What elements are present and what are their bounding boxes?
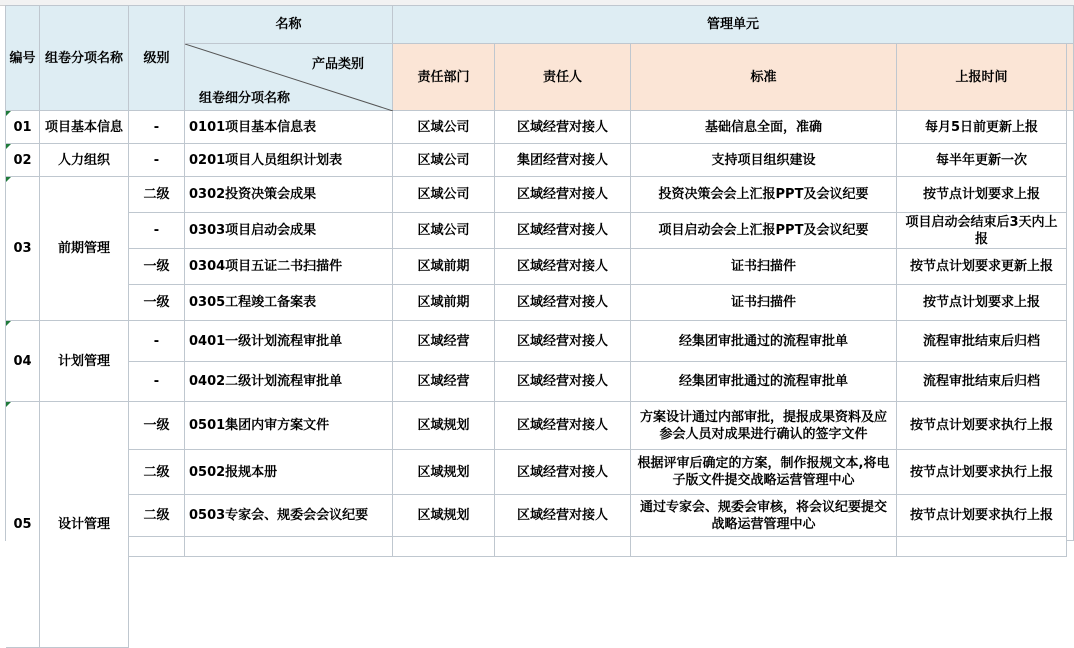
group-name[interactable]: 项目基本信息 xyxy=(40,111,129,144)
dept-cell[interactable]: 区域公司 xyxy=(393,213,495,249)
person-cell[interactable]: 区域经营对接人 xyxy=(495,450,631,495)
level-cell[interactable]: - xyxy=(129,111,185,144)
group-name[interactable]: 计划管理 xyxy=(40,321,129,402)
standard-cell[interactable]: 方案设计通过内部审批，提报成果资料及应参会人员对成果进行确认的签字文件 xyxy=(631,402,897,450)
comment-indicator xyxy=(6,111,11,116)
comment-indicator xyxy=(6,177,11,182)
header-name[interactable]: 名称 xyxy=(185,6,393,44)
standard-cell[interactable]: 证书扫描件 xyxy=(631,249,897,285)
report-time-cell[interactable]: 流程审批结束后归档 xyxy=(897,321,1067,362)
person-cell[interactable]: 区域经营对接人 xyxy=(495,402,631,450)
report-time-cell[interactable]: 按节点计划要求执行上报 xyxy=(897,495,1067,537)
product-type-label: 产品类别 xyxy=(311,57,364,72)
standard-cell[interactable]: 投资决策会会上汇报PPT及会议纪要 xyxy=(631,177,897,213)
report-time-cell[interactable]: 每半年更新一次 xyxy=(897,144,1067,177)
standard-cell[interactable]: 经集团审批通过的流程审批单 xyxy=(631,362,897,402)
sub-item-cell[interactable]: 0502报规本册 xyxy=(185,450,393,495)
standard-cell[interactable]: 证书扫描件 xyxy=(631,285,897,321)
standard-cell[interactable]: 项目启动会会上汇报PPT及会议纪要 xyxy=(631,213,897,249)
level-cell[interactable]: - xyxy=(129,321,185,362)
diagonal-header-cell[interactable] xyxy=(185,44,393,111)
group-name[interactable]: 设计管理 xyxy=(40,402,129,648)
sub-item-cell[interactable] xyxy=(185,537,393,557)
level-cell[interactable]: 二级 xyxy=(129,177,185,213)
dept-cell[interactable]: 区域前期 xyxy=(393,249,495,285)
level-cell[interactable]: 二级 xyxy=(129,495,185,537)
report-time-cell[interactable]: 项目启动会结束后3天内上报 xyxy=(897,213,1067,249)
report-time-cell[interactable]: 每月5日前更新上报 xyxy=(897,111,1067,144)
person-cell[interactable] xyxy=(495,537,631,557)
group-id[interactable]: 04 xyxy=(6,321,40,402)
person-cell[interactable]: 区域经营对接人 xyxy=(495,321,631,362)
person-cell[interactable]: 集团经营对接人 xyxy=(495,144,631,177)
top-border xyxy=(5,5,1074,6)
comment-indicator xyxy=(6,144,11,149)
sub-item-label: 组卷细分项名称 xyxy=(199,91,291,106)
dept-cell[interactable]: 区域经营 xyxy=(393,321,495,362)
header-level[interactable]: 级别 xyxy=(129,6,185,111)
report-time-cell[interactable]: 按节点计划要求更新上报 xyxy=(897,249,1067,285)
group-name[interactable]: 人力组织 xyxy=(40,144,129,177)
sub-item-cell[interactable]: 0503专家会、规委会会议纪要 xyxy=(185,495,393,537)
comment-indicator xyxy=(6,402,11,407)
person-cell[interactable]: 区域经营对接人 xyxy=(495,111,631,144)
standard-cell[interactable] xyxy=(631,537,897,557)
comment-indicator xyxy=(6,321,11,326)
sub-item-cell[interactable]: 0101项目基本信息表 xyxy=(185,111,393,144)
standard-cell[interactable]: 通过专家会、规委会审核，将会议纪要提交战略运营管理中心 xyxy=(631,495,897,537)
dept-cell[interactable]: 区域规划 xyxy=(393,495,495,537)
header-management-unit[interactable]: 管理单元 xyxy=(393,6,1074,44)
level-cell[interactable]: - xyxy=(129,362,185,402)
person-cell[interactable]: 区域经营对接人 xyxy=(495,362,631,402)
dept-cell[interactable]: 区域规划 xyxy=(393,402,495,450)
header-dept[interactable]: 责任部门 xyxy=(393,44,495,111)
group-id[interactable]: 03 xyxy=(6,177,40,321)
report-time-cell[interactable]: 按节点计划要求上报 xyxy=(897,285,1067,321)
header-standard[interactable]: 标准 xyxy=(631,44,897,111)
standard-cell[interactable]: 根据评审后确定的方案，制作报规文本,将电子版文件提交战略运营管理中心 xyxy=(631,450,897,495)
sub-item-cell[interactable]: 0304项目五证二书扫描件 xyxy=(185,249,393,285)
left-border xyxy=(5,6,6,541)
sub-item-cell[interactable]: 0305工程竣工备案表 xyxy=(185,285,393,321)
dept-cell[interactable]: 区域前期 xyxy=(393,285,495,321)
standard-cell[interactable]: 支持项目组织建设 xyxy=(631,144,897,177)
header-overflow-column[interactable] xyxy=(1067,44,1074,111)
dept-cell[interactable]: 区域公司 xyxy=(393,177,495,213)
sub-item-cell[interactable]: 0501集团内审方案文件 xyxy=(185,402,393,450)
header-id[interactable]: 编号 xyxy=(6,6,40,111)
level-cell[interactable]: 二级 xyxy=(129,450,185,495)
overflow-column-cell[interactable] xyxy=(1067,111,1074,541)
person-cell[interactable]: 区域经营对接人 xyxy=(495,285,631,321)
report-time-cell[interactable]: 按节点计划要求上报 xyxy=(897,177,1067,213)
sub-item-cell[interactable]: 0402二级计划流程审批单 xyxy=(185,362,393,402)
standard-cell[interactable]: 经集团审批通过的流程审批单 xyxy=(631,321,897,362)
group-name[interactable]: 前期管理 xyxy=(40,177,129,321)
sub-item-cell[interactable]: 0303项目启动会成果 xyxy=(185,213,393,249)
dept-cell[interactable]: 区域公司 xyxy=(393,144,495,177)
sub-item-cell[interactable]: 0201项目人员组织计划表 xyxy=(185,144,393,177)
dept-cell[interactable]: 区域经营 xyxy=(393,362,495,402)
person-cell[interactable]: 区域经营对接人 xyxy=(495,213,631,249)
person-cell[interactable]: 区域经营对接人 xyxy=(495,177,631,213)
person-cell[interactable]: 区域经营对接人 xyxy=(495,249,631,285)
level-cell[interactable]: - xyxy=(129,144,185,177)
group-id[interactable]: 02 xyxy=(6,144,40,177)
sub-item-cell[interactable]: 0302投资决策会成果 xyxy=(185,177,393,213)
level-cell[interactable]: - xyxy=(129,213,185,249)
report-time-cell[interactable] xyxy=(897,537,1067,557)
report-time-cell[interactable]: 按节点计划要求执行上报 xyxy=(897,450,1067,495)
level-cell[interactable]: 一级 xyxy=(129,249,185,285)
dept-cell[interactable]: 区域公司 xyxy=(393,111,495,144)
level-cell[interactable] xyxy=(129,537,185,557)
standard-cell[interactable]: 基础信息全面，准确 xyxy=(631,111,897,144)
header-report-time[interactable]: 上报时间 xyxy=(897,44,1067,111)
level-cell[interactable]: 一级 xyxy=(129,285,185,321)
sub-item-cell[interactable]: 0401一级计划流程审批单 xyxy=(185,321,393,362)
header-person[interactable]: 责任人 xyxy=(495,44,631,111)
dept-cell[interactable] xyxy=(393,537,495,557)
group-id[interactable]: 05 xyxy=(6,402,40,648)
report-time-cell[interactable]: 按节点计划要求执行上报 xyxy=(897,402,1067,450)
header-category[interactable]: 组卷分项名称 xyxy=(40,6,129,111)
report-time-cell[interactable]: 流程审批结束后归档 xyxy=(897,362,1067,402)
dept-cell[interactable]: 区域规划 xyxy=(393,450,495,495)
person-cell[interactable]: 区域经营对接人 xyxy=(495,495,631,537)
level-cell[interactable]: 一级 xyxy=(129,402,185,450)
group-id[interactable]: 01 xyxy=(6,111,40,144)
